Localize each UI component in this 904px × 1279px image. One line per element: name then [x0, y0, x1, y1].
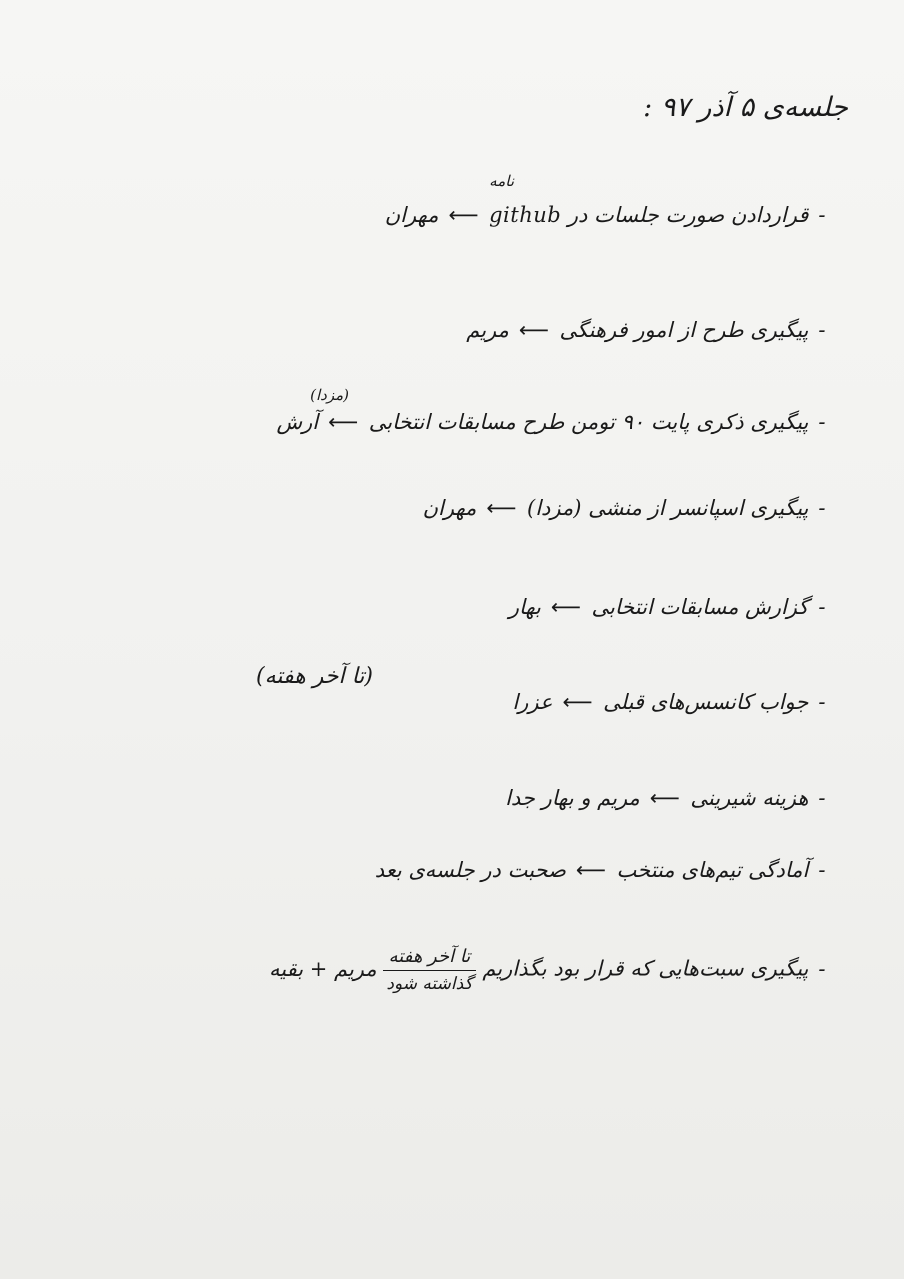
- task-text: پیگیری اسپانسر از منشی (مزدا): [527, 496, 809, 520]
- bullet-dash: -: [818, 410, 826, 434]
- bullet-dash: -: [818, 858, 826, 882]
- arrow-left-icon: ⟵: [562, 690, 594, 714]
- arrow-note-bottom: گذاشته شود: [386, 974, 473, 994]
- owner-name: عزرا: [512, 690, 553, 714]
- owner-name: مهران: [384, 203, 439, 227]
- arrow-note-top: تا آخر هفته: [388, 946, 471, 967]
- bullet-dash: -: [818, 496, 826, 520]
- arrow-left-icon: ⟵: [328, 410, 359, 434]
- bullet-dash: -: [818, 956, 826, 981]
- owner-name: مریم: [466, 318, 509, 342]
- list-item: [186, 496, 826, 520]
- arrow-with-notes: [383, 946, 477, 994]
- task-text: هزینه شیرینی: [690, 786, 809, 810]
- arrow-left-icon: ⟵: [486, 496, 517, 520]
- list-item: [186, 203, 826, 227]
- owner-name: صحبت در جلسه‌ی بعد: [374, 858, 566, 882]
- note-above-item-1: نامه: [489, 172, 514, 190]
- task-text: پیگیری ذکری پایت ۹۰ تومن طرح مسابقات انتخابی: [368, 410, 809, 434]
- list-item: [186, 858, 826, 882]
- list-item: [186, 595, 826, 619]
- bullet-dash: -: [818, 595, 826, 619]
- owner-name: مهران: [422, 496, 477, 520]
- task-text: جواب کانسس‌های قبلی: [603, 690, 809, 714]
- owner-name: مریم + بقیه: [268, 956, 377, 981]
- arrow-left-icon: ⟵: [649, 786, 681, 810]
- page-title: جلسه‌ی ۵ آذر ۹۷ :: [643, 92, 848, 123]
- owner-name: مریم و بهار جدا: [505, 786, 640, 810]
- list-item: [106, 410, 826, 434]
- bullet-dash: -: [818, 690, 826, 714]
- arrow-left-icon: ⟵: [550, 595, 582, 619]
- bullet-dash: -: [818, 203, 826, 227]
- task-text: پیگیری سبت‌هایی که قرار بود بگذاریم: [482, 956, 809, 981]
- arrow-line: [383, 970, 477, 971]
- list-item: [186, 690, 826, 714]
- arrow-left-icon: ⟵: [575, 858, 607, 882]
- note-until-end-of-week: (تا آخر هفته): [256, 664, 373, 689]
- owner-name: بهار: [508, 595, 541, 619]
- bullet-dash: -: [818, 318, 826, 342]
- task-text: پیگیری طرح از امور فرهنگی: [559, 318, 809, 342]
- task-text: آمادگی تیم‌های منتخب: [616, 858, 809, 882]
- list-item: [186, 318, 826, 342]
- owner-name: آرش: [276, 410, 319, 434]
- note-above-item-3: (مزدا): [310, 386, 349, 404]
- list-item: [96, 946, 826, 994]
- list-item: [186, 786, 826, 810]
- task-text: گزارش مسابقات انتخابی: [591, 595, 809, 619]
- arrow-left-icon: ⟵: [518, 318, 550, 342]
- bullet-dash: -: [818, 786, 826, 810]
- arrow-left-icon: ⟵: [448, 203, 480, 227]
- task-text: قراردادن صورت جلسات در github: [489, 203, 809, 227]
